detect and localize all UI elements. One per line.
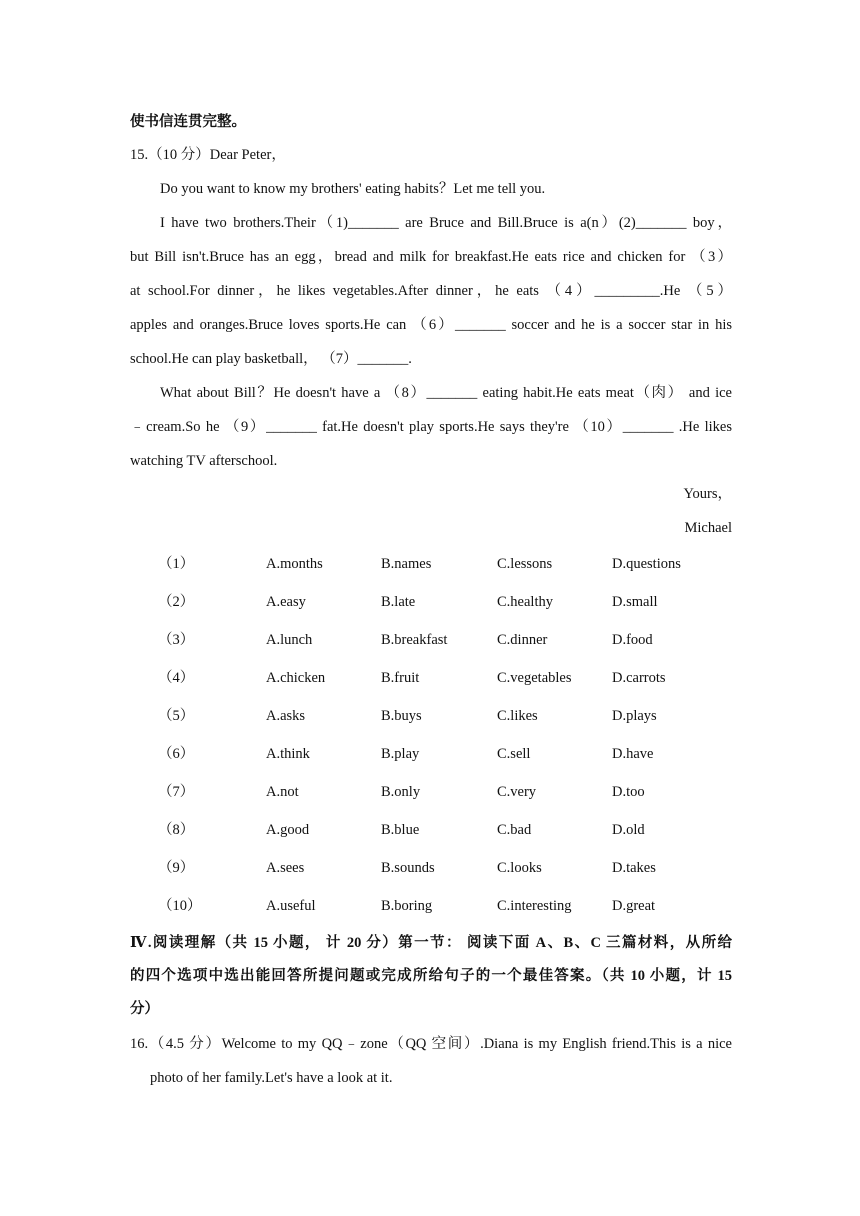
option-b: B.play [381,746,420,762]
option-d: D.food [612,632,653,648]
letter-line-7: What about Bill？He doesn't have a （8）_______ eating habit.He eats meat（肉） and ice [160,385,732,401]
option-row-5 [158,706,738,726]
option-a: A.not [266,784,299,800]
option-number: （1） [158,556,195,572]
section-4-heading-line-1: Ⅳ.阅读理解（共 15 小题， 计 20 分）第一节： 阅读下面 A、B、C 三篇材料，从所给 [130,935,732,951]
option-number: （8） [158,822,195,838]
option-row-8 [158,820,738,840]
option-c: C.looks [497,860,542,876]
option-a: A.useful [266,898,316,914]
option-row-2 [158,592,738,612]
option-d: D.carrots [612,670,666,686]
option-c: C.healthy [497,594,553,610]
question-16-line-2: photo of her family.Let's have a look at it. [150,1070,393,1086]
option-a: A.chicken [266,670,326,686]
option-d: D.have [612,746,654,762]
option-c: C.lessons [497,556,553,572]
option-number: （3） [158,632,195,648]
option-c: C.interesting [497,898,572,914]
option-number: （10） [158,898,202,914]
option-a: A.easy [266,594,306,610]
option-d: D.old [612,822,645,838]
letter-line-3: but Bill isn't.Bruce has an egg，bread and milk for breakfast.He eats rice and chicken for （3） [130,249,732,265]
option-a: A.months [266,556,323,572]
letter-line-9: watching TV afterschool. [130,453,278,469]
option-number: （7） [158,784,195,800]
option-b: B.buys [381,708,422,724]
option-b: B.boring [381,898,433,914]
option-d: D.too [612,784,645,800]
option-row-10 [158,896,738,916]
section-4-heading-line-3: 分） [130,1001,159,1017]
option-a: A.asks [266,708,306,724]
option-a: A.think [266,746,310,762]
option-c: C.very [497,784,537,800]
letter-closing: Yours， [683,486,732,502]
instruction-text: 使书信连贯完整。 [130,114,246,130]
option-number: （4） [158,670,195,686]
letter-signature: Michael [684,520,732,536]
letter-line-1: Do you want to know my brothers' eating habits？Let me tell you. [160,181,546,197]
option-d: D.plays [612,708,657,724]
option-c: C.likes [497,708,538,724]
option-d: D.small [612,594,658,610]
option-row-6 [158,744,738,764]
option-c: C.dinner [497,632,548,648]
option-c: C.bad [497,822,532,838]
option-b: B.breakfast [381,632,448,648]
option-row-3 [158,630,738,650]
option-row-4 [158,668,738,688]
letter-line-6: school.He can play basketball， （7）_______. [130,351,412,367]
option-row-9 [158,858,738,878]
option-a: A.good [266,822,310,838]
option-b: B.late [381,594,416,610]
option-number: （2） [158,594,195,610]
option-row-1 [158,554,738,574]
letter-line-2: I have two brothers.Their（1)_______ are Bruce and Bill.Bruce is a(n）(2)_______ boy， [160,215,732,231]
question-15-header: 15.（10 分）Dear Peter， [130,147,286,163]
option-row-7 [158,782,738,802]
option-b: B.names [381,556,432,572]
option-b: B.fruit [381,670,420,686]
option-number: （6） [158,746,195,762]
letter-line-4: at school.For dinner，he likes vegetables.After dinner，he eats （4）_________.He （5） [130,283,732,299]
option-d: D.takes [612,860,656,876]
option-b: B.sounds [381,860,435,876]
option-b: B.only [381,784,421,800]
option-a: A.sees [266,860,305,876]
option-b: B.blue [381,822,420,838]
option-number: （9） [158,860,195,876]
letter-line-5: apples and oranges.Bruce loves sports.He can （6）_______ soccer and he is a soccer star in his [130,317,732,333]
option-d: D.questions [612,556,681,572]
question-16-line-1: 16.（4.5 分）Welcome to my QQ﹣zone（QQ 空间）.Diana is my English friend.This is a nice [130,1036,732,1052]
option-number: （5） [158,708,195,724]
letter-line-8: ﹣cream.So he （9）_______ fat.He doesn't play sports.He says they're （10）_______ .He likes [130,419,732,435]
option-c: C.vegetables [497,670,572,686]
option-c: C.sell [497,746,531,762]
option-d: D.great [612,898,656,914]
option-a: A.lunch [266,632,313,648]
section-4-heading-line-2: 的四个选项中选出能回答所提问题或完成所给句子的一个最佳答案。（共 10 小题，计 15 [130,968,732,984]
